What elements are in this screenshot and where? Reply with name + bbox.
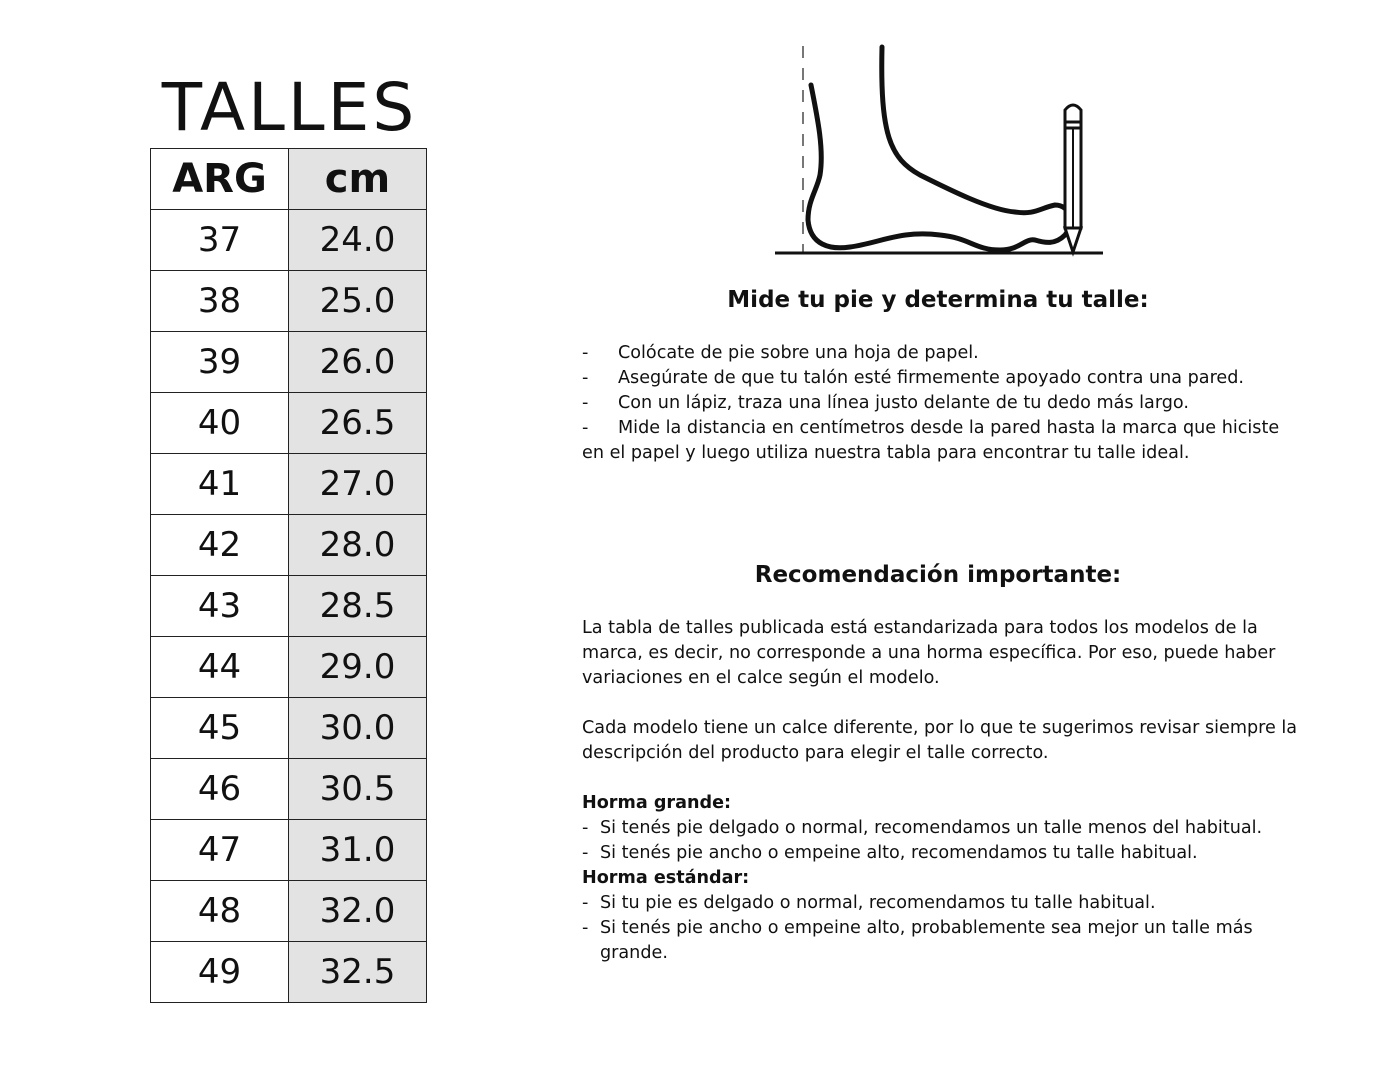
arg-size-cell: 43: [151, 576, 289, 637]
list-item: - Si tenés pie ancho o empeine alto, recomendamos tu talle habitual.: [582, 843, 1198, 863]
recommendation-paragraph-2: Cada modelo tiene un calce diferente, por lo que te sugerimos revisar siempre la descripción del producto para elegir el talle correcto.: [582, 718, 1298, 763]
arg-size-cell: 41: [151, 454, 289, 515]
cm-length-cell: 27.0: [289, 454, 427, 515]
cm-length-cell: 32.0: [289, 881, 427, 942]
list-item: - Si tenés pie ancho o empeine alto, probablemente sea mejor un talle más grande.: [582, 918, 1253, 963]
cm-length-cell: 30.5: [289, 759, 427, 820]
measure-steps: [582, 341, 1302, 466]
measure-step: - Colócate de pie sobre una hoja de papel.: [582, 343, 979, 363]
arg-size-cell: 49: [151, 942, 289, 1003]
table-row: [151, 698, 427, 759]
table-row: [151, 393, 427, 454]
arg-size-cell: 44: [151, 637, 289, 698]
table-header-row: [151, 149, 427, 210]
cm-length-cell: 26.0: [289, 332, 427, 393]
measure-heading: Mide tu pie y determina tu talle:: [727, 287, 1149, 313]
arg-size-cell: 46: [151, 759, 289, 820]
measure-step: - Asegúrate de que tu talón esté firmemente apoyado contra una pared.: [582, 368, 1244, 388]
arg-size-cell: 37: [151, 210, 289, 271]
horma-groups: [582, 791, 1302, 966]
header-arg: ARG: [151, 149, 289, 210]
cm-length-cell: 24.0: [289, 210, 427, 271]
table-row: [151, 271, 427, 332]
table-row: [151, 759, 427, 820]
horma-grande-label: Horma grande:: [582, 793, 732, 813]
page-title: TALLES: [161, 69, 418, 146]
arg-size-cell: 45: [151, 698, 289, 759]
list-item: - Si tenés pie delgado o normal, recomendamos un talle menos del habitual.: [582, 818, 1263, 838]
cm-length-cell: 28.5: [289, 576, 427, 637]
measure-step: - Con un lápiz, traza una línea justo delante de tu dedo más largo.: [582, 393, 1189, 413]
size-table: [150, 148, 427, 1003]
horma-estandar-label: Horma estándar:: [582, 868, 750, 888]
cm-length-cell: 30.0: [289, 698, 427, 759]
table-row: [151, 942, 427, 1003]
table-row: [151, 332, 427, 393]
cm-length-cell: 26.5: [289, 393, 427, 454]
header-cm: cm: [289, 149, 427, 210]
cm-length-cell: 29.0: [289, 637, 427, 698]
table-row: [151, 637, 427, 698]
table-row: [151, 881, 427, 942]
cm-length-cell: 32.5: [289, 942, 427, 1003]
table-row: [151, 576, 427, 637]
recommendation-heading: Recomendación importante:: [754, 562, 1122, 588]
arg-size-cell: 39: [151, 332, 289, 393]
cm-length-cell: 31.0: [289, 820, 427, 881]
table-row: [151, 515, 427, 576]
cm-length-cell: 28.0: [289, 515, 427, 576]
foot-icon: [808, 47, 1070, 250]
table-row: [151, 454, 427, 515]
arg-size-cell: 48: [151, 881, 289, 942]
foot-measure-illustration: [770, 40, 1110, 260]
pencil-icon: [1065, 105, 1081, 252]
measure-step: - Mide la distancia en centímetros desde la pared hasta la marca que hiciste en el papel y luego utiliza nuestra tabla para encontrar tu talle ideal.: [582, 418, 1280, 463]
arg-size-cell: 47: [151, 820, 289, 881]
table-row: [151, 820, 427, 881]
arg-size-cell: 42: [151, 515, 289, 576]
recommendation-paragraph-1: La tabla de talles publicada está estandarizada para todos los modelos de la marca, es decir, no corresponde a una horma específica. Por eso, puede haber variaciones en el calce según el modelo.: [582, 618, 1276, 688]
arg-size-cell: 40: [151, 393, 289, 454]
arg-size-cell: 38: [151, 271, 289, 332]
table-row: [151, 210, 427, 271]
list-item: - Si tu pie es delgado o normal, recomendamos tu talle habitual.: [582, 893, 1156, 913]
cm-length-cell: 25.0: [289, 271, 427, 332]
